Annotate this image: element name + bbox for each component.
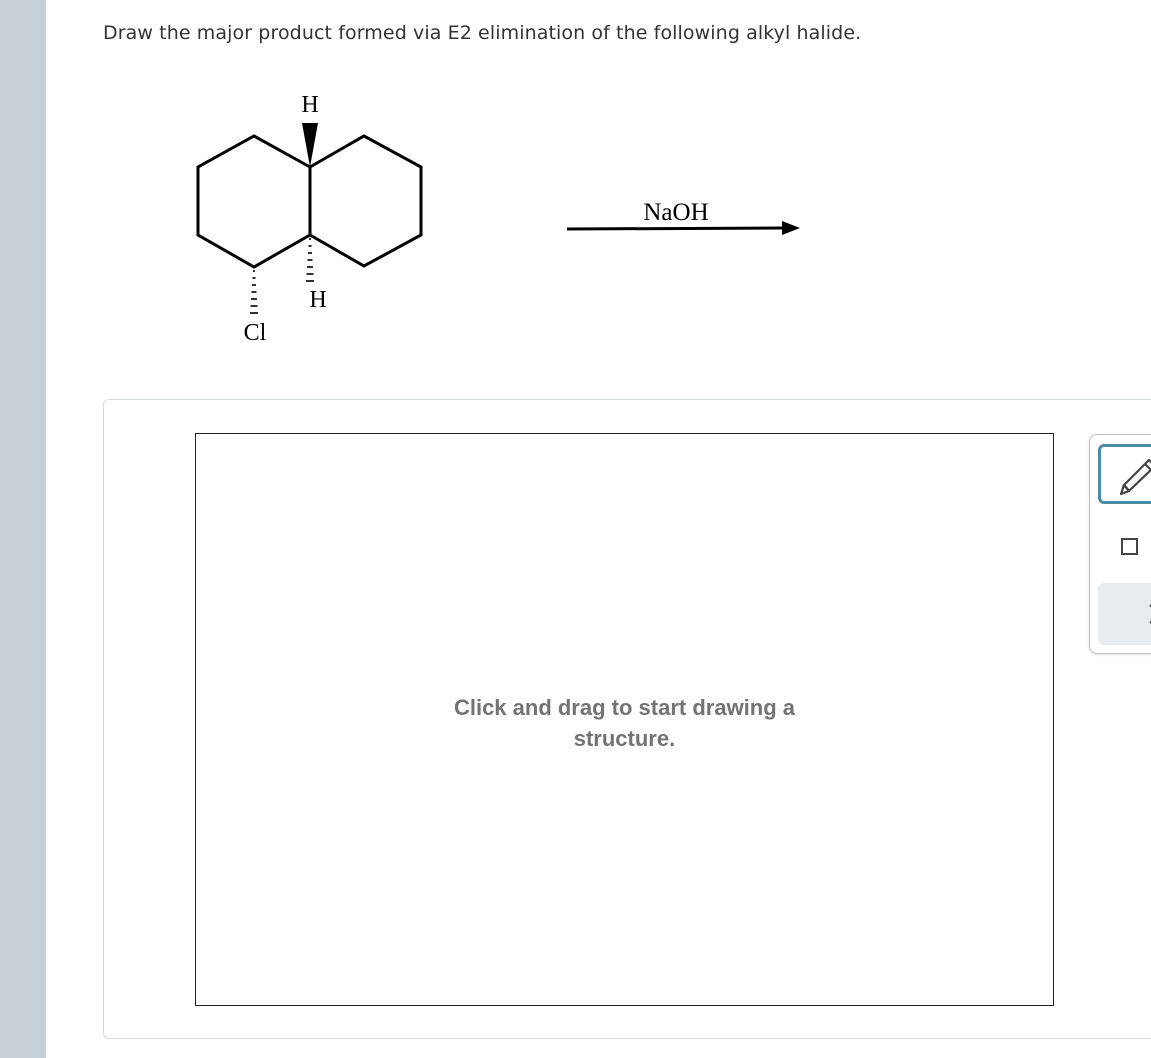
eraser-icon[interactable]: [1120, 536, 1140, 556]
hint-line-1: Click and drag to start drawing a: [453, 695, 796, 720]
wedge-bond: [302, 123, 318, 167]
hashed-bond-cl: [250, 271, 258, 313]
drawing-canvas[interactable]: [195, 433, 1054, 1006]
reaction-arrow: [560, 190, 810, 245]
chevron-right-icon: [1098, 583, 1151, 645]
hint-line-2: structure.: [573, 726, 676, 751]
atom-label-h-top: H: [301, 92, 319, 118]
arrow-head: [782, 221, 800, 235]
atom-label-cl: Cl: [243, 320, 267, 346]
reactant-molecule: [0, 0, 480, 360]
hashed-bond-h: [306, 239, 314, 281]
question-prompt: Draw the major product formed via E2 elimination of the following alkyl halide.: [103, 22, 862, 44]
draw-tool-button[interactable]: [1098, 444, 1151, 504]
drawing-toolbar: [1089, 434, 1151, 654]
right-ring: [310, 136, 421, 266]
pencil-icon: [1101, 447, 1151, 501]
drawing-hint: [196, 692, 1053, 754]
atom-label-h-bottom: H: [309, 287, 327, 313]
reagent-label: NaOH: [643, 199, 709, 226]
left-ring: [198, 136, 310, 267]
more-tools-button[interactable]: [1098, 583, 1151, 645]
arrow-shaft: [567, 228, 785, 229]
